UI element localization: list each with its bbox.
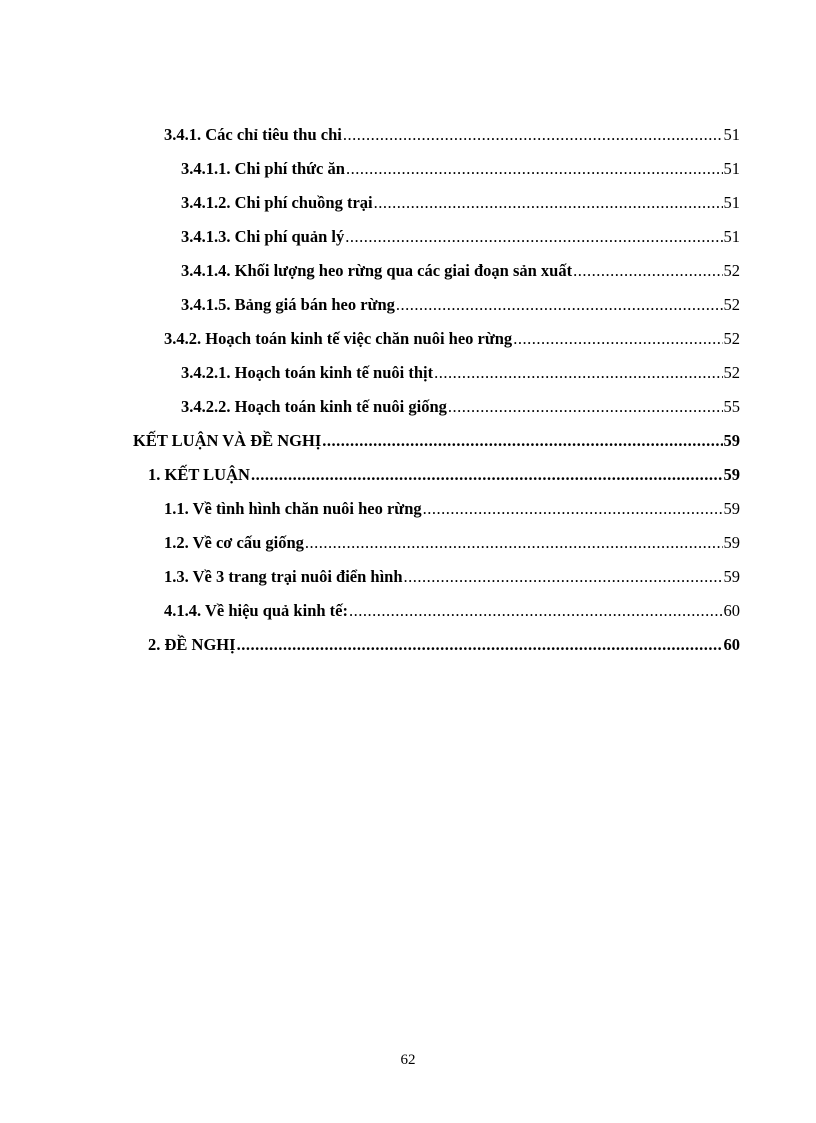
toc-entry-ket-luan-va-de-nghi[interactable] <box>133 424 740 458</box>
toc-entry-title: 2. ĐỀ NGHỊ <box>148 635 236 654</box>
toc-entry-3-4-1-3[interactable] <box>181 220 740 254</box>
toc-entry-title: 3.4.2. Hoạch toán kinh tế việc chăn nuôi heo rừng <box>164 329 513 348</box>
toc-entry-4-1-4[interactable] <box>164 594 740 628</box>
toc-entry-3-4-2[interactable] <box>164 322 740 356</box>
toc-entry-title: 3.4.2.1. Hoạch toán kinh tế nuôi thịt <box>181 363 434 382</box>
toc-entry-title: KẾT LUẬN VÀ ĐỀ NGHỊ <box>133 431 322 450</box>
toc-leader-dots <box>573 254 722 288</box>
toc-entry-page: 55 <box>723 397 740 416</box>
toc-entry-3-4-1-2[interactable] <box>181 186 740 220</box>
toc-entry-title: 3.4.1.4. Khối lượng heo rừng qua các giai đoạn sản xuất <box>181 261 573 280</box>
toc-entry-3-4-1-5[interactable] <box>181 288 740 322</box>
toc-entry-page: 59 <box>723 499 740 518</box>
toc-entry-title: 3.4.1.3. Chi phí quản lý <box>181 227 345 246</box>
toc-entry-title: 3.4.1. Các chỉ tiêu thu chi <box>164 125 342 144</box>
toc-entry-page: 51 <box>723 159 740 178</box>
toc-entry-3-4-1[interactable] <box>164 118 740 152</box>
toc-entry-ket-luan[interactable] <box>148 458 740 492</box>
toc-entry-title: 1.1. Về tình hình chăn nuôi heo rừng <box>164 499 422 518</box>
toc-entry-title: 3.4.2.2. Hoạch toán kinh tế nuôi giống <box>181 397 447 416</box>
toc-entry-3-4-1-4[interactable] <box>181 254 740 288</box>
toc-entry-page: 51 <box>723 227 740 246</box>
toc-leader-dots <box>513 322 722 356</box>
toc-entry-title: 4.1.4. Về hiệu quả kinh tế: <box>164 601 348 620</box>
toc-leader-dots <box>396 288 723 322</box>
toc-leader-dots <box>345 220 722 254</box>
toc-leader-dots <box>404 560 723 594</box>
toc-leader-dots <box>322 424 722 458</box>
toc-entry-de-nghi[interactable] <box>148 628 740 662</box>
toc-leader-dots <box>349 594 723 628</box>
toc-leader-dots <box>434 356 722 390</box>
toc-entry-page: 60 <box>723 601 740 620</box>
toc-entry-title: 3.4.1.1. Chi phí thức ăn <box>181 159 345 178</box>
toc-entry-page: 52 <box>723 329 740 348</box>
toc-entry-page: 51 <box>723 125 740 144</box>
toc-leader-dots <box>448 390 723 424</box>
toc-entry-3-4-1-1[interactable] <box>181 152 740 186</box>
page-number: 62 <box>400 1052 416 1068</box>
toc-entry-page: 52 <box>723 295 740 314</box>
toc-entry-title: 3.4.1.2. Chi phí chuồng trại <box>181 193 373 212</box>
toc-leader-dots <box>343 118 723 152</box>
toc-entry-title: 1.3. Về 3 trang trại nuôi điển hình <box>164 567 403 586</box>
toc-entry-1-2[interactable] <box>164 526 740 560</box>
toc-entry-1-3[interactable] <box>164 560 740 594</box>
toc-entry-title: 1. KẾT LUẬN <box>148 465 250 484</box>
toc-leader-dots <box>423 492 723 526</box>
toc-entry-page: 59 <box>723 431 740 450</box>
toc-leader-dots <box>237 628 723 662</box>
toc-entry-page: 51 <box>723 193 740 212</box>
toc-entry-title: 3.4.1.5. Bảng giá bán heo rừng <box>181 295 395 314</box>
toc-leader-dots <box>374 186 723 220</box>
toc-leader-dots <box>305 526 723 560</box>
toc-entry-page: 59 <box>723 465 740 484</box>
toc-entry-page: 52 <box>723 363 740 382</box>
toc-entry-1-1[interactable] <box>164 492 740 526</box>
toc-entry-3-4-2-1[interactable] <box>181 356 740 390</box>
toc-leader-dots <box>346 152 723 186</box>
toc-entry-page: 52 <box>723 261 740 280</box>
toc-entry-3-4-2-2[interactable] <box>181 390 740 424</box>
toc-leader-dots <box>251 458 723 492</box>
toc-entry-page: 59 <box>723 533 740 552</box>
toc-entry-title: 1.2. Về cơ cấu giống <box>164 533 304 552</box>
toc-entry-page: 59 <box>723 567 740 586</box>
toc-entry-page: 60 <box>723 635 740 654</box>
